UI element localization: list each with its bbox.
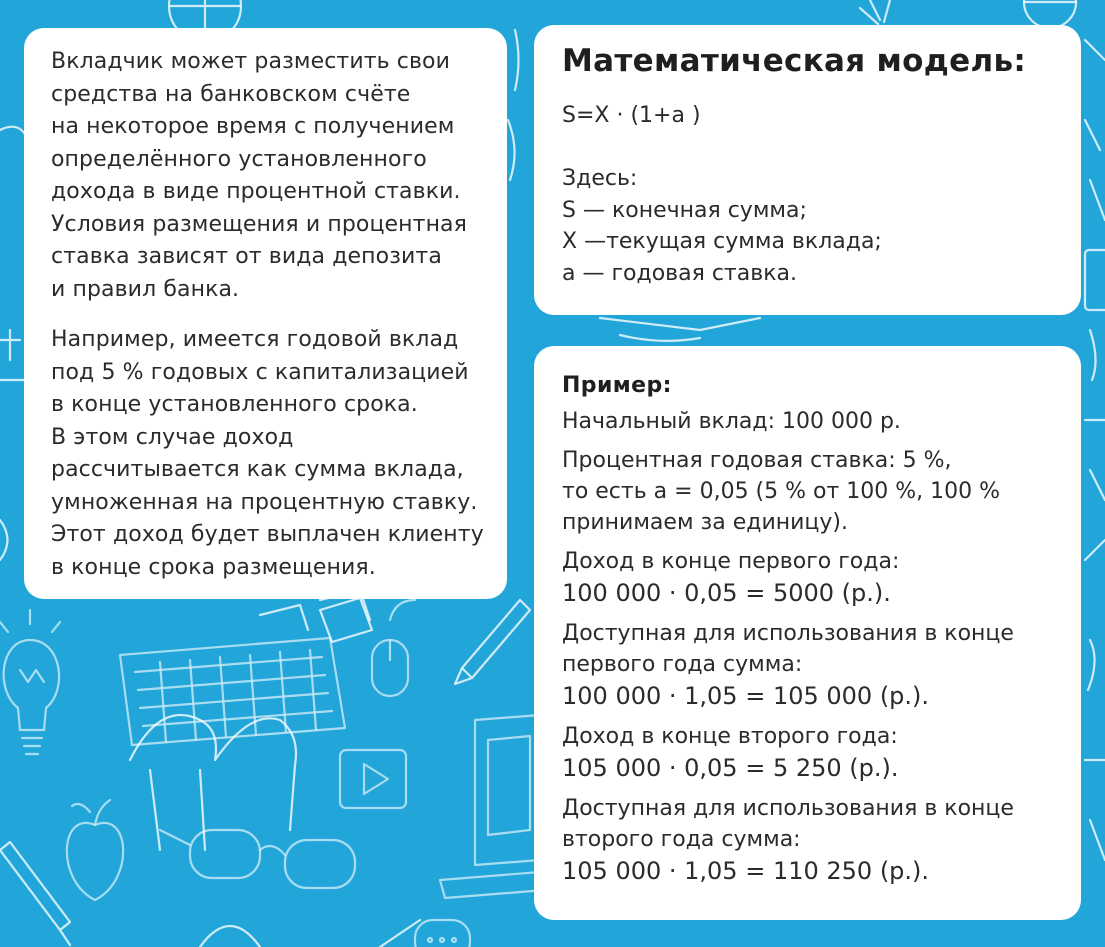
legend-item: S — конечная сумма; — [562, 197, 807, 223]
plant-icon — [860, 0, 890, 24]
text-line: Доступная для использования в конце — [562, 796, 1014, 821]
text-line: Доступная для использования в конце — [562, 621, 1014, 646]
initial-deposit-block — [562, 406, 1063, 437]
legend-item: X —текущая сумма вклада; — [562, 229, 882, 254]
mouse-icon — [372, 600, 415, 696]
text-line: Вкладчик может разместить свои — [51, 49, 451, 74]
text-line: в конце установленного срока. — [51, 392, 418, 417]
text-line: Процентная годовая ставка: 5 %, — [562, 448, 952, 473]
initial-deposit: Начальный вклад: 100 000 р. — [562, 409, 901, 434]
text-line: рассчитывается как сумма вклада, — [51, 457, 464, 482]
text-line: и правил банка. — [51, 276, 240, 302]
pen-icon — [455, 600, 530, 684]
income-year2-label: Доход в конце второго года: — [562, 724, 898, 749]
income-year2-block — [562, 721, 1063, 785]
formula: S=X · (1+a ) — [562, 103, 701, 128]
glasses-icon — [160, 830, 355, 888]
example-card — [534, 346, 1081, 920]
lightbulb-icon — [0, 610, 60, 754]
text-line: средства на банковском счёте — [51, 81, 411, 107]
income-year1-label: Доход в конце первого года: — [562, 549, 900, 574]
apple-icon — [67, 800, 123, 900]
text-line: умноженная на процентную ставку. — [51, 489, 478, 515]
text-line: то есть a = 0,05 (5 % от 100 %, 100 % — [562, 479, 1001, 504]
text-line: дохода в виде процентной ставки. — [51, 179, 461, 204]
text-line: в конце срока размещения. — [51, 554, 376, 580]
available-year1-calc: 100 000 · 1,05 = 105 000 (р.). — [562, 682, 930, 710]
speech-bubble-icon — [415, 920, 470, 947]
text-line: на некоторое время с получением — [51, 114, 455, 139]
text-line: первого года сумма: — [562, 652, 803, 677]
text-line: принимаем за единицу). — [562, 510, 848, 535]
model-legend — [562, 163, 1063, 289]
description-card — [24, 28, 507, 599]
income-year2-calc: 105 000 · 0,05 = 5 250 (р.). — [562, 754, 899, 782]
text-line: второго года сумма: — [562, 827, 801, 852]
available-year2-block — [562, 793, 1063, 888]
text-line: В этом случае доход — [51, 424, 294, 450]
globe-icon — [1024, 0, 1076, 28]
keyboard-icon — [120, 638, 345, 745]
video-icon — [340, 750, 406, 808]
math-model-card — [534, 25, 1081, 315]
income-year1-calc: 100 000 · 0,05 = 5000 (р.). — [562, 579, 891, 607]
text-line: под 5 % годовых с капитализацией — [51, 359, 469, 385]
model-title: Математическая модель: — [562, 43, 1027, 79]
available-year1-block — [562, 618, 1063, 713]
legend-heading: Здесь: — [562, 166, 638, 191]
text-line: Условия размещения и процентная — [51, 211, 467, 237]
laptop-icon — [440, 715, 545, 898]
example-intro-paragraph — [51, 324, 489, 584]
pencil-icon — [0, 842, 70, 945]
description-paragraph — [51, 46, 489, 306]
income-year1-block — [562, 546, 1063, 610]
text-line: определённого установленного — [51, 146, 427, 172]
available-year2-calc: 105 000 · 1,05 = 110 250 (р.). — [562, 857, 930, 885]
text-line: Этот доход будет выплачен клиенту — [51, 522, 484, 547]
text-line: ставка зависят от вида депозита — [51, 244, 442, 269]
legend-item: a — годовая ставка. — [562, 260, 797, 286]
example-title: Пример: — [562, 373, 672, 398]
text-line: Например, имеется годовой вклад — [51, 327, 459, 352]
rate-block — [562, 445, 1063, 538]
